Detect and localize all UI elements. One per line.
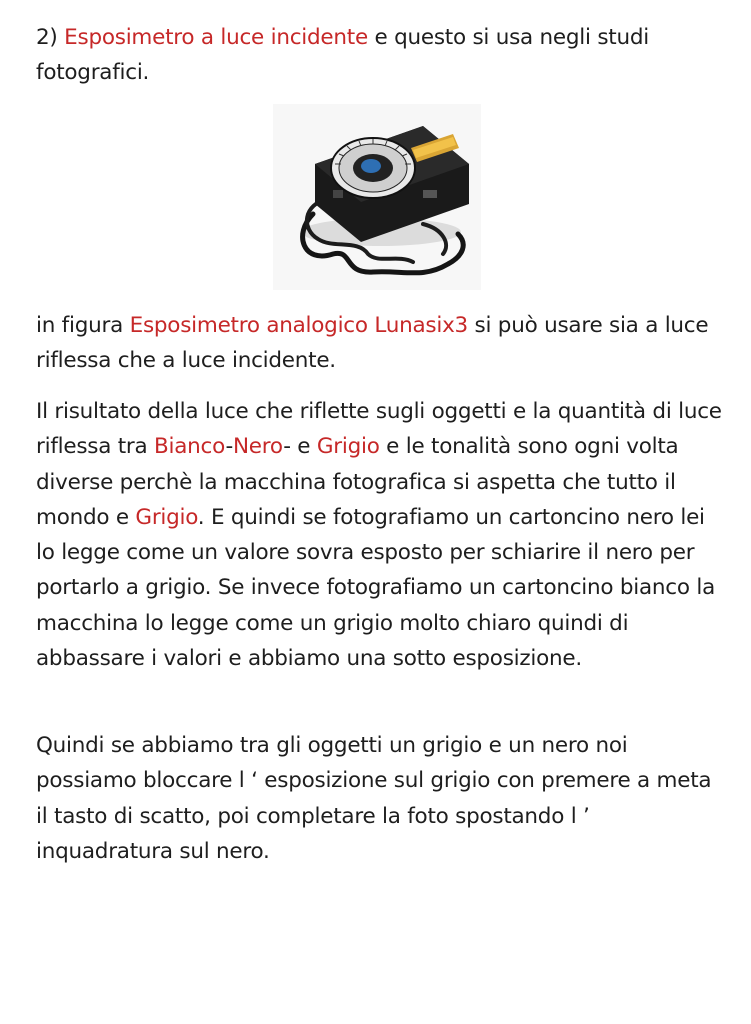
item-number: 2): [36, 25, 65, 50]
paragraph-figure: [36, 308, 726, 379]
intro-text: e questo si usa negli studi fotografici.: [36, 25, 649, 86]
paragraph-explanation: [36, 394, 726, 676]
highlight-bianco: Bianco: [154, 434, 226, 460]
paragraph-intro: [36, 20, 726, 91]
explanation-part1: Il risultato della luce che riflette sugli oggetti e la quantità di luce riflessa tra: [36, 399, 722, 460]
light-meter-image: [273, 104, 481, 290]
explanation-dash: -: [225, 434, 233, 460]
explanation-part2: - e: [283, 434, 317, 460]
conclusion-text: Quindi se abbiamo tra gli oggetti un grigio e un nero noi possiamo bloccare l ‘ esposizione sul grigio con premere a meta il tasto di scatto, poi completare la foto spostando l ’ inquadratura sul nero.: [36, 733, 712, 864]
explanation-part4: . E quindi se fotografiamo un cartoncino nero lei lo legge come un valore sovra esposto per schiarire il nero per portarlo a grigio. Se invece fotografiamo un cartoncino bianco la macchina lo legge come un grigio molto chiaro quindi di abbassare i valori e abbiamo una sotto esposizione.: [36, 504, 716, 672]
highlight-grigio-1: Grigio: [316, 434, 380, 460]
highlight-nero: Nero: [232, 434, 284, 460]
document-body: [36, 20, 726, 864]
figure-lead: in figura: [36, 313, 130, 338]
explanation-part3: e le tonalità sono ogni volta diverse perchè la macchina fotografica si aspetta che tutto il mondo e: [36, 434, 679, 530]
highlight-grigio-2: Grigio: [135, 504, 198, 530]
paragraph-conclusion: [36, 728, 726, 869]
light-meter-photo-icon: [273, 104, 481, 290]
figure-text: si può usare sia a luce riflessa che a luce incidente.: [36, 313, 709, 374]
highlight-incident-meter: Esposimetro a luce incidente: [64, 25, 368, 50]
highlight-lunasix: Esposimetro analogico Lunasix3: [129, 313, 468, 338]
